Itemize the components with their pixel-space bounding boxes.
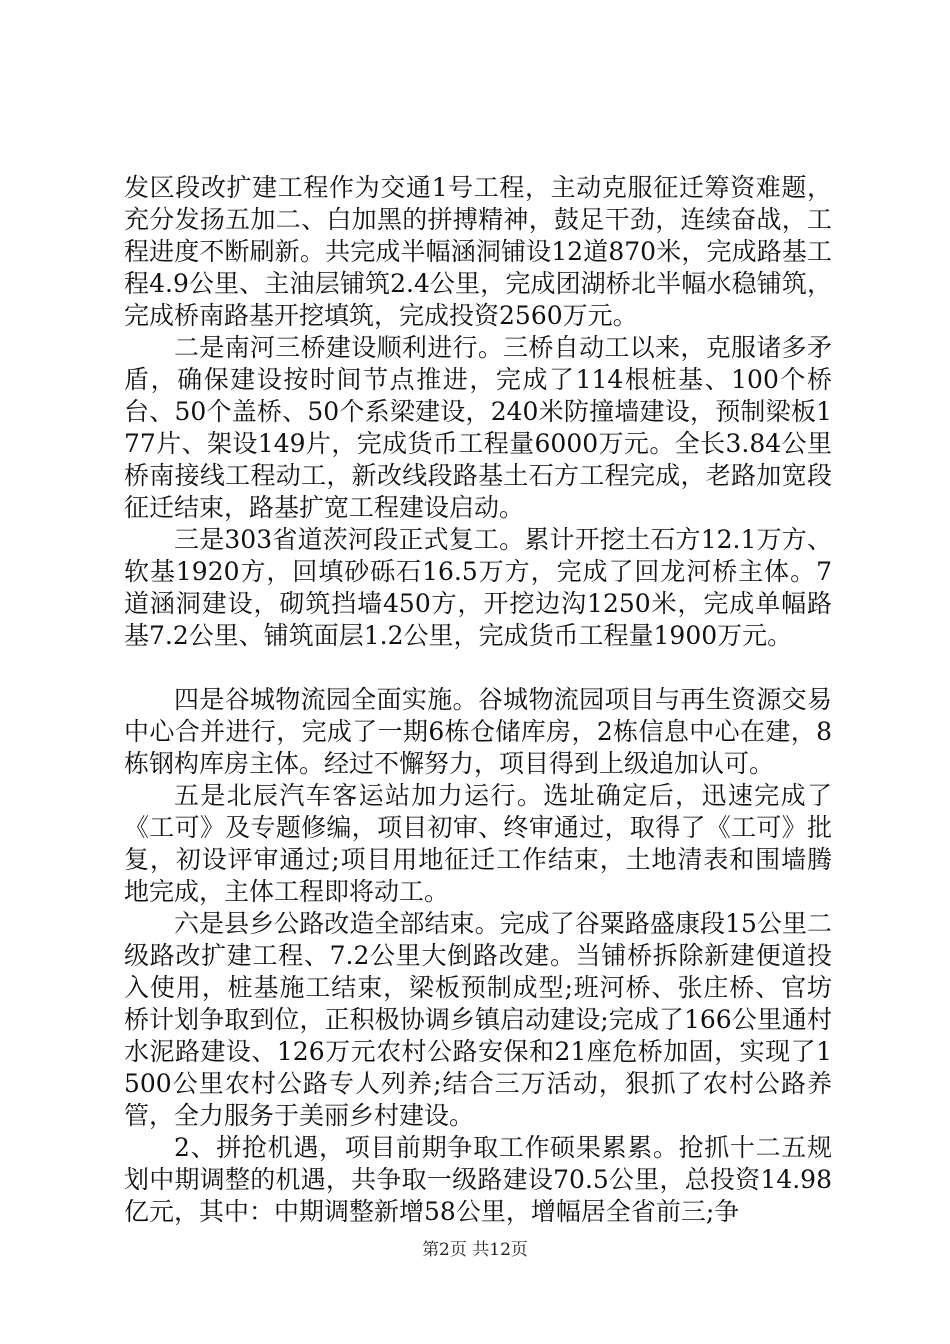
paragraph-6: 六是县乡公路改造全部结束。完成了谷粟路盛康段15公里二级路改扩建工程、7.2公里大倒路改建。当铺桥拆除新建便道投入使用，桩基施工结束，梁板预制成型;班河桥、张庄桥、官坊桥计划争取到位，正积极协调乡镇启动建设;完成了166公里通村水泥路建设、126万元农村公路安保和21座危桥加固，实现了1500公里农村公路专人列养;结合三万活动，狠抓了农村公路养管，全力服务于美丽乡村建设。 <box>124 909 832 1130</box>
document-body <box>124 172 832 1228</box>
paragraph-4: 四是谷城物流园全面实施。谷城物流园项目与再生资源交易中心合并进行，完成了一期6栋仓储库房，2栋信息中心在建，8栋钢构库房主体。经过不懈努力，项目得到上级追加认可。 <box>124 685 832 778</box>
paragraph-3: 三是303省道茨河段正式复工。累计开挖土石方12.1万方、软基1920方，回填砂砾石16.5万方，完成了回龙河桥主体。7道涵洞建设，砌筑挡墙450方，开挖边沟1250米，完成单幅路基7.2公里、铺筑面层1.2公里，完成货币工程量1900万元。 <box>124 525 832 650</box>
paragraph-5: 五是北辰汽车客运站加力运行。选址确定后，迅速完成了《工可》及专题修编，项目初审、终审通过，取得了《工可》批复，初设评审通过;项目用地征迁工作结束，土地清表和围墙腾地完成，主体工程即将动工。 <box>124 781 832 906</box>
paragraph-1: 发区段改扩建工程作为交通1号工程，主动克服征迁筹资难题，充分发扬五加二、白加黑的拼搏精神，鼓足干劲，连续奋战，工程进度不断刷新。共完成半幅涵洞铺设12道870米，完成路基工程4.9公里、主油层铺筑2.4公里，完成团湖桥北半幅水稳铺筑，完成桥南路基开挖填筑，完成投资2560万元。 <box>124 173 832 330</box>
paragraph-spacer <box>124 652 832 684</box>
page-footer: 第2页 共12页 <box>422 1240 528 1260</box>
paragraph-2: 二是南河三桥建设顺利进行。三桥自动工以来，克服诸多矛盾，确保建设按时间节点推进，完成了114根桩基、100个桥台、50个盖桥、50个系梁建设，240米防撞墙建设，预制梁板177片、架设149片，完成货币工程量6000万元。全长3.84公里桥南接线工程动工，新改线段路基土石方工程完成，老路加宽段征迁结束，路基扩宽工程建设启动。 <box>124 333 832 522</box>
paragraph-7: 2、拼抢机遇，项目前期争取工作硕果累累。抢抓十二五规划中期调整的机遇，共争取一级路建设70.5公里，总投资14.98亿元，其中：中期调整新增58公里，增幅居全省前三;争 <box>124 1133 832 1226</box>
